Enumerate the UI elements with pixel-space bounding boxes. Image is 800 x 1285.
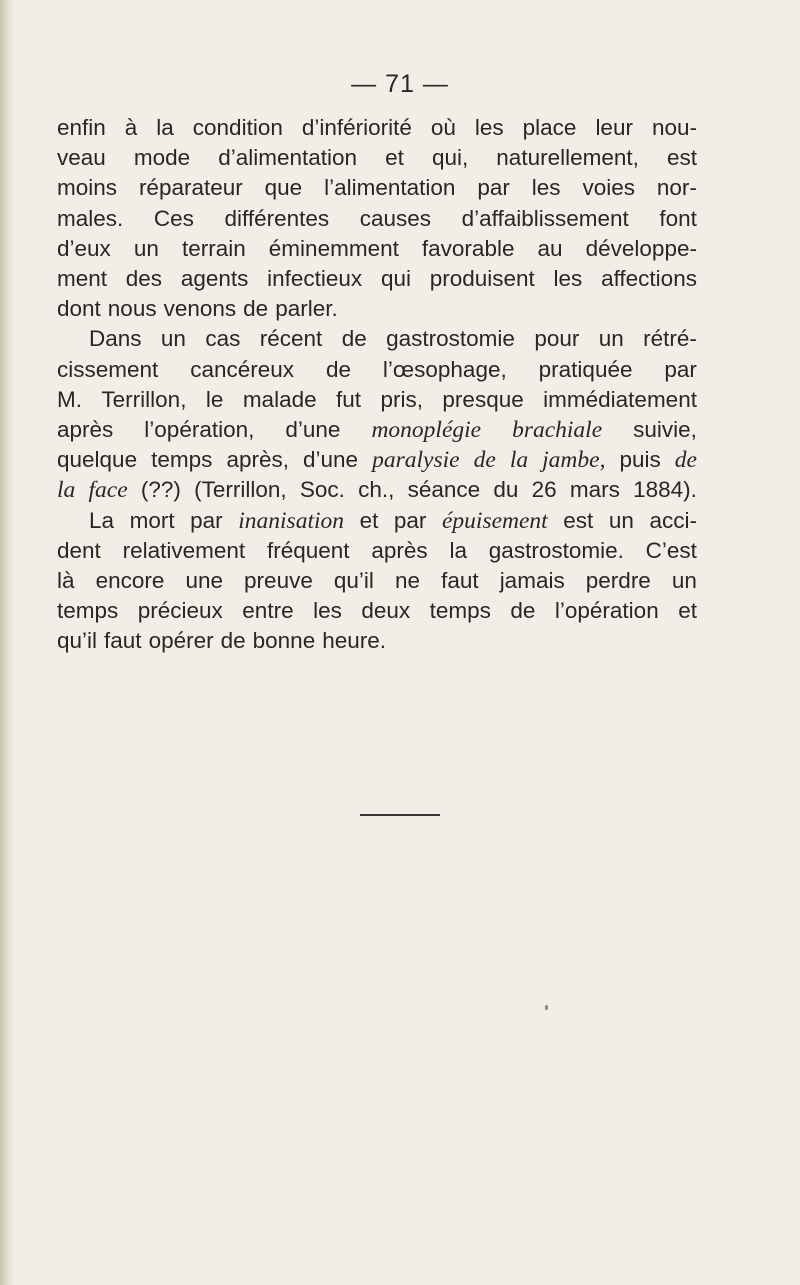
word: les [553,266,583,292]
word: enfin [57,115,106,140]
word: à [124,115,138,140]
word: cissement [57,356,159,382]
word: terrain [181,235,246,261]
word: de [341,326,367,352]
text-line [57,264,697,294]
word: l’opération [554,598,659,624]
word: de [243,296,269,322]
word: qui [380,266,411,292]
word: (??) [140,477,181,503]
text-line [57,626,697,656]
text-line [57,294,697,324]
word: un [598,326,624,352]
word: temps [429,598,491,624]
text-line [57,596,697,626]
italic-word: de [674,447,697,474]
word: preuve [244,568,313,594]
word: du [493,477,519,503]
word: où [430,115,456,140]
italic-word: épuisement [442,507,548,534]
text-line [57,415,697,445]
italic-word: inanisation [238,507,345,534]
word: récent [259,326,323,352]
word: males. [57,205,124,231]
italic-word: paralysie [372,447,460,474]
text-line [57,324,697,354]
word: fut [336,386,362,412]
word: font [659,205,697,231]
word: mort [129,507,175,533]
word: Ces [153,205,194,231]
word: affections [601,266,697,292]
word: infectieux [267,266,363,292]
text-line [57,566,697,596]
word: cancéreux [190,356,295,382]
word: condition [192,115,283,140]
word: temps [57,598,119,624]
word: puis [619,447,661,473]
word: qui, [431,145,469,171]
word: un [160,326,186,352]
italic-word: la [57,477,76,504]
text-line [57,113,697,143]
word: quelque [57,447,138,473]
word: des [125,266,163,292]
word: causes [359,205,432,231]
word: d’alimentation [218,145,358,171]
word: par [664,356,697,382]
word: nor- [656,175,697,201]
word: rétré- [643,326,697,352]
word: de [510,598,536,624]
word: gastrostomie [386,326,515,352]
word: 1884). [633,477,697,503]
word: de [220,628,246,654]
word: suivie, [633,417,697,443]
word: presque [442,386,524,412]
word: l’alimentation [324,175,456,201]
word: C’est [645,537,697,563]
word: par [477,175,510,201]
word: réparateur [138,175,243,201]
word: l’opération, [144,417,255,443]
text-line [57,234,697,264]
section-separator-rule [360,814,440,816]
word: la [156,115,174,140]
paper-speck [545,1005,548,1010]
word: Terrillon, [101,386,187,412]
word: différentes [224,205,330,231]
word: pour [534,326,580,352]
word: faut [441,568,479,594]
word: relativement [122,537,246,563]
word: est [666,145,697,171]
word: précieux [137,598,223,624]
word: d’eux [57,235,111,261]
word: et [678,598,697,624]
word: un [608,507,634,533]
word: mars [569,477,620,503]
word: jamais [499,568,565,594]
word: au [537,235,563,261]
word: pratiquée [538,356,633,382]
word: d’une [285,417,341,443]
word: perdre [585,568,651,594]
word: les [474,115,504,140]
word: un [671,568,697,594]
word: faut [104,628,142,654]
text-line [57,536,697,566]
italic-word: monoplégie [371,417,482,444]
word: là [57,568,75,594]
word: pris, [380,386,423,412]
italic-word: la [509,447,529,474]
word: naturellement, [496,145,639,171]
word: cas [205,326,241,352]
word: et [385,145,404,171]
italic-word: brachiale [512,417,603,444]
word: que [264,175,303,201]
word: produisent [429,266,535,292]
word: veau [57,145,106,171]
word: d’affaiblissement [461,205,629,231]
word: malade [242,386,317,412]
word: mode [133,145,191,171]
italic-word: face [88,477,128,504]
word: entre [242,598,294,624]
word: M. [57,386,82,412]
word: par [393,507,427,533]
word: temps [151,447,213,473]
word: après [371,537,428,563]
body-text [57,113,697,657]
word: acci- [649,507,697,533]
text-line [57,173,697,203]
word: l’œsophage, [382,356,507,382]
word: la [449,537,467,563]
word: leur [595,115,633,140]
word: place [522,115,577,140]
word: une [185,568,223,594]
word: qu’il [57,628,98,654]
word: après [57,417,114,443]
word: fréquent [266,537,350,563]
word: ment [57,266,108,292]
word: les [313,598,342,624]
word: un [133,235,159,261]
italic-word: de [473,447,496,474]
word: dent [57,537,101,563]
word: heure. [322,628,387,654]
word: deux [361,598,411,624]
word: d’infériorité [301,115,412,140]
page-binding-edge [0,0,14,1285]
word: nou- [651,115,697,140]
word: éminemment [268,235,399,261]
word: développe- [585,235,697,261]
word: La [89,507,115,533]
word: ne [395,568,421,594]
word: ch., [358,477,395,503]
page-number: — 71 — [351,70,449,98]
word: est [563,507,594,533]
word: qu’il [333,568,374,594]
word: gastrostomie. [488,537,624,563]
word: le [205,386,224,412]
word: voies [582,175,635,201]
word: 26 [531,477,557,503]
word: Dans [89,326,142,352]
text-line [57,475,697,505]
text-line [57,204,697,234]
word: immédiatement [543,386,697,412]
word: après, [226,447,289,473]
word: dont [57,296,101,322]
word: de [325,356,351,382]
word: par [190,507,223,533]
word: et [359,507,379,533]
word: séance [407,477,481,503]
text-line [57,143,697,173]
text-line [57,506,697,536]
word: d’une [303,447,359,473]
word: Soc. [299,477,345,503]
word: favorable [421,235,515,261]
italic-word: jambe, [542,447,606,474]
word: agents [180,266,249,292]
word: nous [107,296,157,322]
word: parler. [275,296,338,322]
word: encore [95,568,165,594]
text-line [57,445,697,475]
word: bonne [252,628,316,654]
word: (Terrillon, [194,477,287,503]
word: les [531,175,561,201]
text-line [57,385,697,415]
word: venons [163,296,237,322]
word: opérer [148,628,214,654]
word: moins [57,175,118,201]
text-line [57,355,697,385]
